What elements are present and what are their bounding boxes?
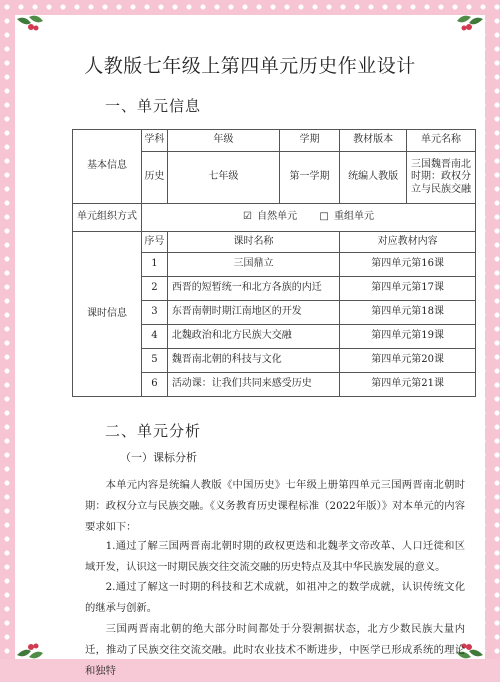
header-unit-name: 单元名称 (407, 130, 476, 152)
org-option-natural: 自然单元 (257, 211, 298, 223)
subsection-heading-standards: （一）课标分析 (120, 451, 197, 464)
header-edition: 教材版本 (340, 130, 407, 152)
org-label: 单元组织方式 (73, 204, 142, 232)
table-row: 4 北魏政治和北方民族大交融 第四单元第19课 (73, 325, 476, 349)
section-heading-unit-info: 一、单元信息 (105, 97, 202, 115)
header-term: 学期 (279, 130, 339, 152)
table-row: 3 东晋南朝时期江南地区的开发 第四单元第18课 (73, 301, 476, 325)
checked-box-icon[interactable]: ☑ (242, 211, 252, 223)
table-row: 1 三国鼎立 第四单元第16课 (73, 253, 476, 277)
header-grade: 年级 (167, 130, 279, 152)
table-row: 5 魏晋南北朝的科技与文化 第四单元第20课 (73, 349, 476, 373)
lesson-header-name: 课时名称 (167, 232, 339, 253)
paragraph: 三国两晋南北朝的绝大部分时间都处于分裂割据状态，北方少数民族大量内迁，推动了民族交往交流交融。此时农业技术不断进步，中医学已形成系统的理论和独特 (85, 623, 465, 677)
section-heading-unit-analysis: 二、单元分析 (105, 422, 202, 440)
unit-info-table (72, 129, 476, 397)
lesson-header-content: 对应教材内容 (340, 232, 476, 253)
document-title: 人教版七年级上第四单元历史作业设计 (84, 55, 416, 77)
table-row: 2 西晋的短暂统一和北方各族的内迁 第四单元第17课 (73, 277, 476, 301)
unchecked-box-icon[interactable]: □ (319, 211, 329, 223)
value-edition: 统编人教版 (340, 152, 407, 204)
document-page (15, 15, 485, 677)
paragraph: 2.通过了解这一时期的科技和艺术成就，如祖冲之的数学成就，认识传统文化的继承与创新。 (85, 581, 465, 614)
basic-info-label: 基本信息 (73, 130, 142, 204)
table-row: 6 活动课：让我们共同来感受历史 第四单元第21课 (73, 373, 476, 397)
holly-decoration-icon (451, 15, 485, 41)
holly-decoration-icon (15, 15, 49, 41)
header-subject: 学科 (141, 130, 167, 152)
value-grade: 七年级 (167, 152, 279, 204)
value-term: 第一学期 (279, 152, 339, 204)
paragraph: 1.通过了解三国两晋南北朝时期的政权更迭和北魏孝文帝改革、人口迁徙和区域开发，认识这一时期民族交往交流交融的历史特点及其中华民族发展的意义。 (85, 540, 465, 573)
value-unit-name: 三国魏晋南北时期：政权分立与民族交融 (407, 152, 476, 204)
org-option-regrouped: 重组单元 (334, 211, 374, 223)
value-subject: 历史 (141, 152, 167, 204)
org-options (141, 204, 475, 232)
lesson-info-label: 课时信息 (73, 232, 142, 397)
lesson-header-no: 序号 (141, 232, 167, 253)
holly-decoration-icon (15, 633, 49, 659)
paragraph: 本单元内容是统编人教版《中国历史》七年级上册第四单元三国两晋南北朝时期：政权分立与民族交融。《义务教育历史课程标准（2022年版）》对本单元的内容要求如下： (85, 479, 465, 533)
